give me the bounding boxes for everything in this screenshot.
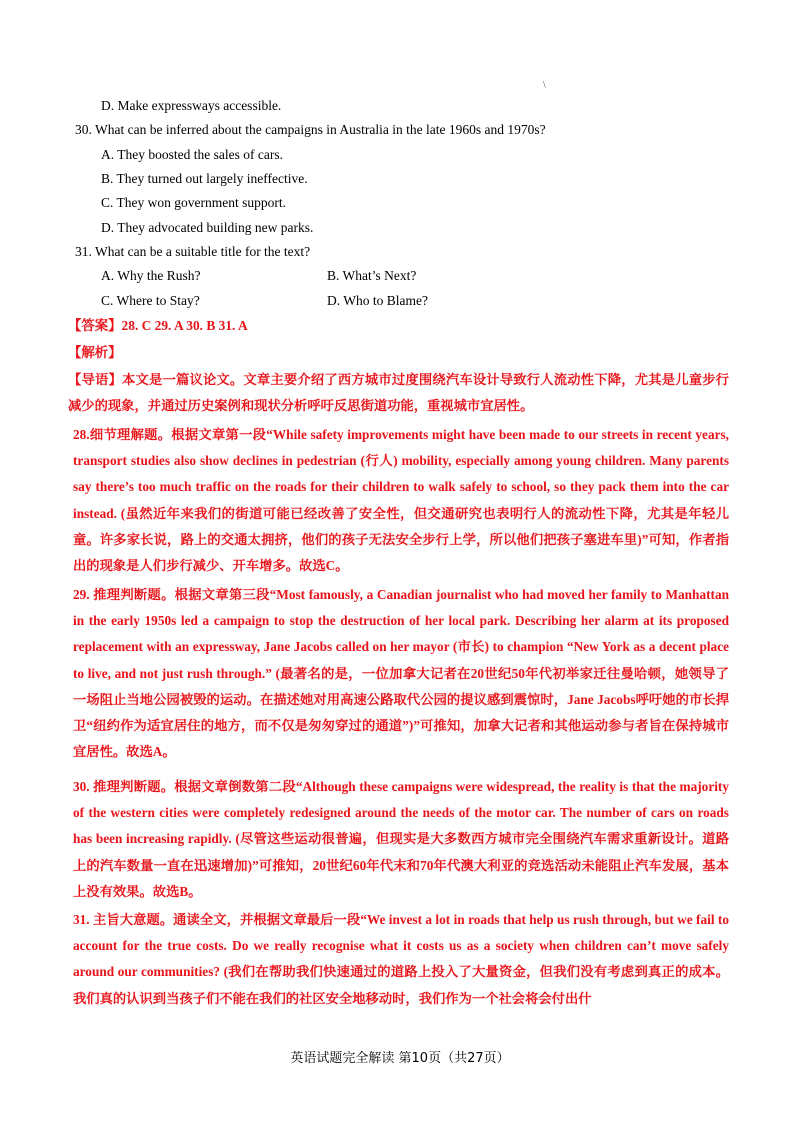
explanation-30: 30. 推理判断题。根据文章倒数第二段“Although these campaigns were widespread, the reality is that the majority of the western cities were completely redesigned around the needs of the motor car. The number of cars on roads has been increasing rapidly. (尽管这些运动很普遍，但现实是大多数西方城市完全围绕汽车需求重新设计。道路上的汽车数量一直在迅速增加)”可推知，20世纪60年代末和70年代澳大利亚的竞选活动未能阻止汽车发展，基本上没有效果。故选B。 [73,779,729,899]
q29-option-d: D. Make expressways accessible. [101,98,282,113]
q31-option-d: D. Who to Blame? [327,293,428,308]
q30-option-b: B. They turned out largely ineffective. [101,171,308,186]
analysis-heading: 【解析】 [68,345,122,360]
explanation-31: 31. 主旨大意题。通读全文，并根据文章最后一段“We invest a lot in roads that help us rush through, but we fail to account for the true costs. Do we really recognise what it costs us as a society when children can’t move safely around our communities? (我们在帮助我们快速通过的道路上投入了大量资金，但我们没有考虑到真正的成本。我们真的认识到当孩子们不能在我们的社区安全地移动时，我们作为一个社会将会付出什 [73,912,729,1006]
q31-option-c: C. Where to Stay? [101,293,200,308]
q31-option-a: A. Why the Rush? [101,268,201,283]
q30-option-d: D. They advocated building new parks. [101,220,314,235]
page-footer: 英语试题完全解读 第10页（共27页） [290,1051,510,1066]
answer-key: 【答案】28. C 29. A 30. B 31. A [68,318,248,333]
q31-question: 31. What can be a suitable title for the text? [75,244,311,259]
explanation-28: 28.细节理解题。根据文章第一段“While safety improvements might have been made to our streets in recent years, transport studies also show declines in pedestrian (行人) mobility, especially among young children. Many parents say there’s too much traffic on the roads for their children to walk safely to school, so they pack them into the car instead. (虽然近年来我们的街道可能已经改善了安全性，但交通研究也表明行人的流动性下降，尤其是年轻儿童。许多家长说，路上的交通太拥挤，他们的孩子无法安全步行上学，所以他们把孩子塞进车里)”可知，作者指出的现象是人们步行减少、开车增多。故选C。 [73,427,729,574]
q31-option-b: B. What’s Next? [327,268,417,283]
q30-option-a: A. They boosted the sales of cars. [101,147,283,162]
intro-paragraph: 【导语】本文是一篇议论文。文章主要介绍了西方城市过度围绕汽车设计导致行人流动性下降，尤其是儿童步行减少的现象，并通过历史案例和现状分析呼吁反思街道功能，重视城市宜居性。 [68,372,729,414]
q30-option-c: C. They won government support. [101,195,286,210]
corner-mark: \ [543,80,546,91]
explanation-29: 29. 推理判断题。根据文章第三段“Most famously, a Canadian journalist who had moved her family to Manhattan in the early 1950s led a campaign to stop the destruction of her local park. Describing her alarm at its proposed replacement with an expressway, Jane Jacobs called on her mayor (市长) to champion “New York as a decent place to live, and not just rush through.” (最著名的是，一位加拿大记者在20世纪50年代初举家迁往曼哈顿，她领导了一场阻止当地公园被毁的运动。在描述她对用高速公路取代公园的提议感到震惊时，Jane Jacobs呼吁她的市长捍卫“纽约作为适宜居住的地方，而不仅是匆匆穿过的通道”)”可推知，加拿大记者和其他运动参与者旨在保持城市宜居性。故选A。 [73,587,729,760]
q30-question: 30. What can be inferred about the campaigns in Australia in the late 1960s and 1970s? [75,122,546,137]
